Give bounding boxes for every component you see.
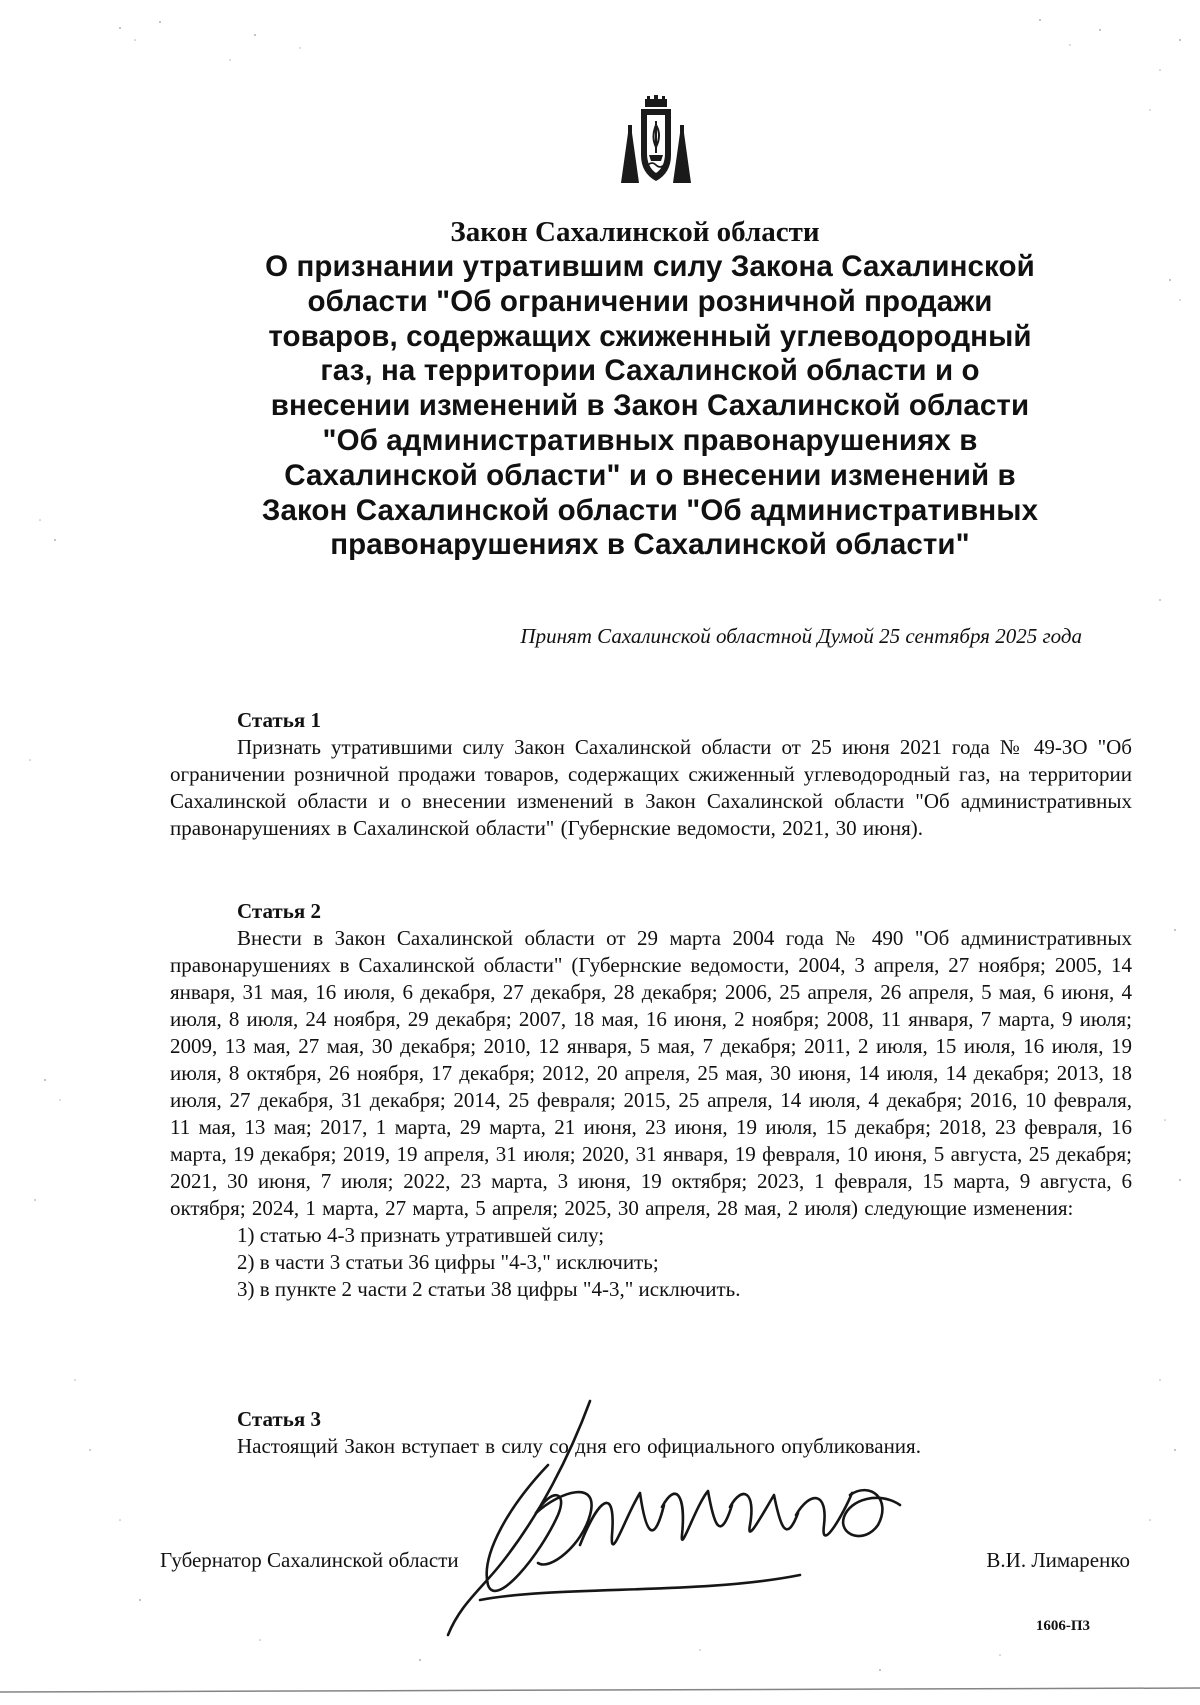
handwritten-signature — [440, 1395, 920, 1645]
law-title-line: Сахалинской области" и о внесении изменений в — [284, 458, 1016, 492]
article-heading: Статья 1 — [237, 708, 321, 732]
article-item: 3) в пункте 2 части 2 статьи 38 цифры "4-3," исключить. — [237, 1277, 741, 1301]
law-title-line: газ, на территории Сахалинской области и о — [320, 354, 980, 388]
article-text: Признать утратившими силу Закон Сахалинской области от 25 июня 2021 года № 49-ЗО "Об ограничении розничной продажи товаров, содержащих сжиженный углеводородный газ, на территории Сахалинской области и о внесении изменений в Закон Сахалинской области "Об административных правонарушениях в Сахалинской области" (Губернские ведомости, 2021, 30 июня). — [170, 735, 1132, 840]
law-title-line: О признании утратившим силу Закона Сахалинской — [265, 250, 1035, 283]
law-title-line: "Об административных правонарушениях в — [322, 423, 978, 457]
adoption-note: Принят Сахалинской областной Думой 25 сентября 2025 года — [520, 624, 1082, 648]
article-heading: Статья 2 — [237, 899, 321, 923]
governor-title: Губернатор Сахалинской области — [160, 1548, 459, 1572]
law-title-line: внесении изменений в Закон Сахалинской области — [270, 389, 1030, 423]
article-item: 2) в части 3 статьи 36 цифры "4-3," исключить; — [237, 1250, 659, 1274]
article-text: Настоящий Закон вступает в силу со дня его официального опубликования. — [237, 1434, 921, 1458]
document-code: 1606-П3 — [1035, 1618, 1090, 1634]
law-title-line: правонарушениях в Сахалинской области" — [330, 528, 970, 562]
article-text: Внести в Закон Сахалинской области от 29 марта 2004 года № 490 "Об административных правонарушениях в Сахалинской области" (Губернские ведомости, 2004, 3 апреля, 27 ноября; 2005, 14 января, 31 мая, 16 июля, 6 декабря, 27 декабря, 28 декабря; 2006, 25 апреля, 26 апреля, 5 мая, 6 июня, 4 июля, 8 июля, 24 ноября, 29 декабря; 2007, 18 мая, 16 июня, 2 ноября; 2008, 11 января, 7 марта, 9 июля; 2009, 13 мая, 27 мая, 30 декабря; 2010, 12 января, 5 мая, 7 декабря; 2011, 2 июля, 15 июля, 16 июля, 19 июля, 8 октября, 26 ноября, 17 декабря; 2012, 20 апреля, 25 мая, 30 июня, 14 июля, 14 декабря; 2013, 18 июля, 27 декабря, 31 декабря; 2014, 25 февраля; 2015, 25 апреля, 14 июля, 4 декабря; 2016, 10 февраля, 11 мая, 13 мая; 2017, 1 марта, 29 марта, 21 июня, 23 июня, 19 июля, 15 декабря; 2018, 23 февраля, 16 марта, 19 декабря; 2019, 19 апреля, 31 июля; 2020, 31 января, 19 февраля, 10 июня, 5 августа, 25 декабря; 2021, 30 июня, 7 июля; 2022, 23 марта, 3 июня, 19 октября; 2023, 1 февраля, 15 марта, 9 августа, 6 октября; 2024, 1 марта, 27 марта, 5 апреля; 2025, 30 апреля, 28 мая, 2 июля) следующие изменения: — [170, 926, 1132, 1220]
law-title-line: области "Об ограничении розничной продажи — [307, 284, 993, 318]
article-1 — [170, 706, 1132, 842]
article-heading: Статья 3 — [237, 1407, 321, 1431]
article-2 — [170, 897, 1132, 1303]
sakhalin-coat-of-arms-icon — [618, 95, 694, 185]
article-item: 1) статью 4-3 признать утратившей силу; — [237, 1223, 605, 1247]
law-title-line: Закон Сахалинской области "Об административных — [261, 493, 1039, 527]
law-title — [170, 250, 1130, 563]
law-type-heading: Закон Сахалинской области — [450, 216, 820, 248]
governor-name: В.И. Лимаренко — [986, 1548, 1130, 1572]
law-title-line: товаров, содержащих сжиженный углеводородный — [268, 319, 1032, 353]
